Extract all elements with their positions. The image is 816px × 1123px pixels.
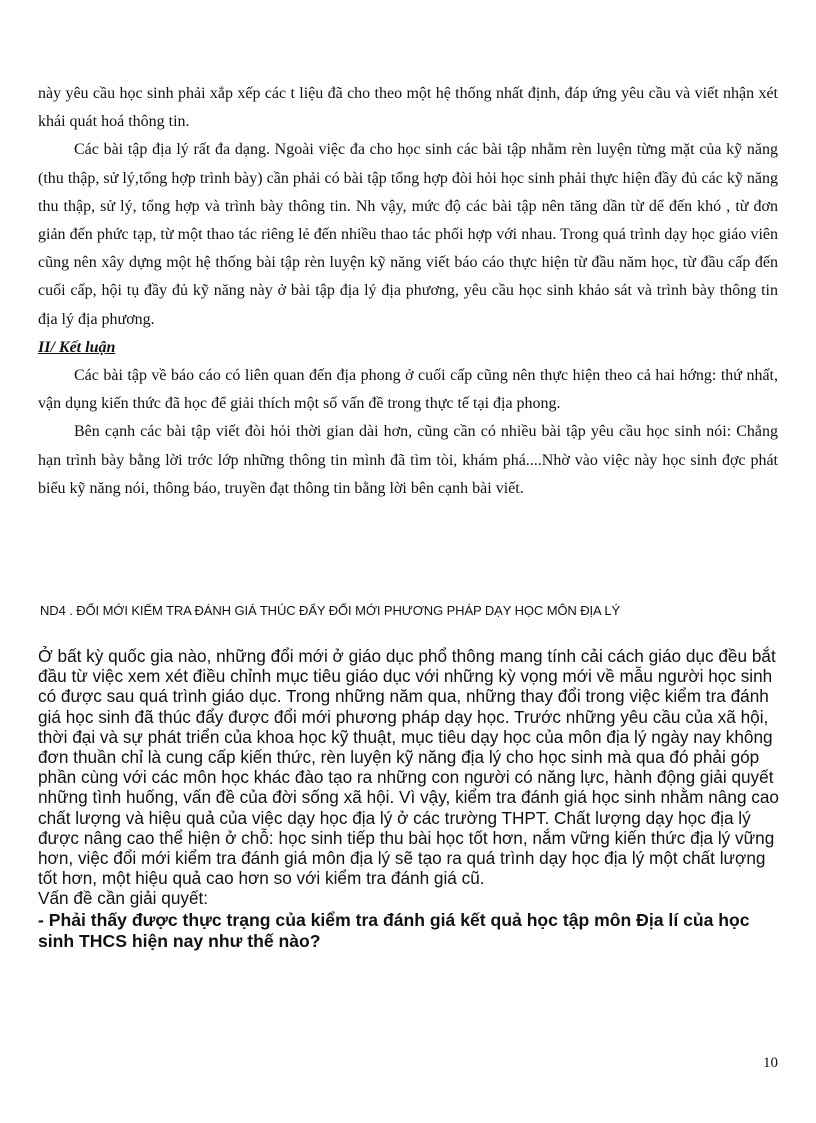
paragraph-issue-label: Vấn đề cần giải quyết: bbox=[38, 888, 209, 909]
paragraph-exercise-types: Các bài tập địa lý rất đa dạng. Ngoài việc đa cho học sinh các bài tập nhằm rèn luyện từng mặt của kỹ năng (thu thập, sử lý,tổng hợp trình bày) cần phải có bài tập tổng hợp đòi hỏi học sinh phải thực hiện đầy đủ các kỹ năng thu thập, sử lý, tổng hợp và trình bày thông tin. Nh vậy, mức độ các bài tập nên tăng dần từ dể đến khó , từ đơn giản đến phức tạp, từ một thao tác riêng lẻ đến nhiều thao tác phối hợp với nhau. Trong quá trình dạy học giáo viên cũng nên xây dựng một hệ thống bài tập rèn luyện kỹ năng viết báo cáo thực hiện từ đầu năm học, từ đầu cấp đến cuối cấp, hội tụ đầy đủ kỹ năng này ở bài tập địa lý địa phương, yêu cầu học sinh khảo sát và trình bày thông tin địa lý địa phương. bbox=[38, 141, 778, 328]
section-title-nd4: ND4 . ĐỔI MỚI KIỂM TRA ĐÁNH GIÁ THÚC ĐẨY ĐỔI MỚI PHƯƠNG PHÁP DẠY HỌC MÔN ĐỊA LÝ bbox=[40, 603, 621, 618]
paragraph-speaking-exercises: Bên cạnh các bài tập viết đòi hỏi thời gian dài hơn, cũng cần có nhiều bài tập yêu cầu học sinh nói: Chẳng hạn trình bày bằng lời trớc lớp những thông tin mình đã tìm tòi, khám phá....Nhờ vào việc này học sinh đợc phát biểu kỹ năng nói, thông báo, truyền đạt thông tin bằng lời bên cạnh bài viết. bbox=[38, 423, 778, 497]
page-number: 10 bbox=[763, 1055, 778, 1071]
paragraph-local-reports: Các bài tập về báo cáo có liên quan đến địa phong ở cuối cấp cũng nên thực hiện theo cả hai hớng: thứ nhất, vận dụng kiến thức đã học để giải thích một số vấn đề trong thực tế tại địa phong. bbox=[38, 367, 778, 413]
paragraph-continuation: này yêu cầu học sinh phải xắp xếp các t liệu đã cho theo một hệ thống nhất định, đáp ứng yêu cầu và viết nhận xét khái quát hoá thông tin. bbox=[38, 85, 778, 131]
sans-section bbox=[38, 646, 784, 953]
conclusion-heading: II/ Kết luận bbox=[38, 338, 116, 356]
paragraph-assessment-reform: Ở bất kỳ quốc gia nào, những đổi mới ở giáo dục phổ thông mang tính cải cách giáo dục đều bắt đầu từ việc xem xét điều chỉnh mục tiêu giáo dục với những kỳ vọng mới về mẫu người học sinh có được sau quá trình giáo dục. Trong những năm qua, những thay đổi trong việc kiểm tra đánh giá học sinh đã thúc đẩy được đổi mới phương pháp dạy học. Trước những yêu cầu của xã hội, thời đại và sự phát triển của khoa học kỹ thuật, mục tiêu dạy học của môn địa lý ngày nay không đơn thuần chỉ là cung cấp kiến thức, rèn luyện kỹ năng địa lý cho học sinh mà qua đó phải góp phần cùng với các môn học khác đào tạo ra những con người có năng lực, hành động giải quyết những tình huống, vấn đề của đời sống xã hội. Vì vậy, kiểm tra đánh giá học sinh nhằm nâng cao chất lượng và hiệu quả của việc dạy học địa lý ở các trường THPT. Chất lượng dạy học địa lý được nâng cao thể hiện ở chỗ: học sinh tiếp thu bài học tốt hơn, nắm vững kiến thức địa lý vững hơn, việc đổi mới kiểm tra đánh giá môn địa lý sẽ tạo ra quá trình dạy học địa lý một chất lượng tốt hơn, một hiệu quả cao hơn so với kiểm tra đánh giá cũ. bbox=[38, 646, 779, 889]
serif-section bbox=[38, 80, 778, 503]
paragraph-issue-item: - Phải thấy được thực trạng của kiểm tra đánh giá kết quả học tập môn Địa lí của học sinh THCS hiện nay như thế nào? bbox=[38, 909, 750, 952]
